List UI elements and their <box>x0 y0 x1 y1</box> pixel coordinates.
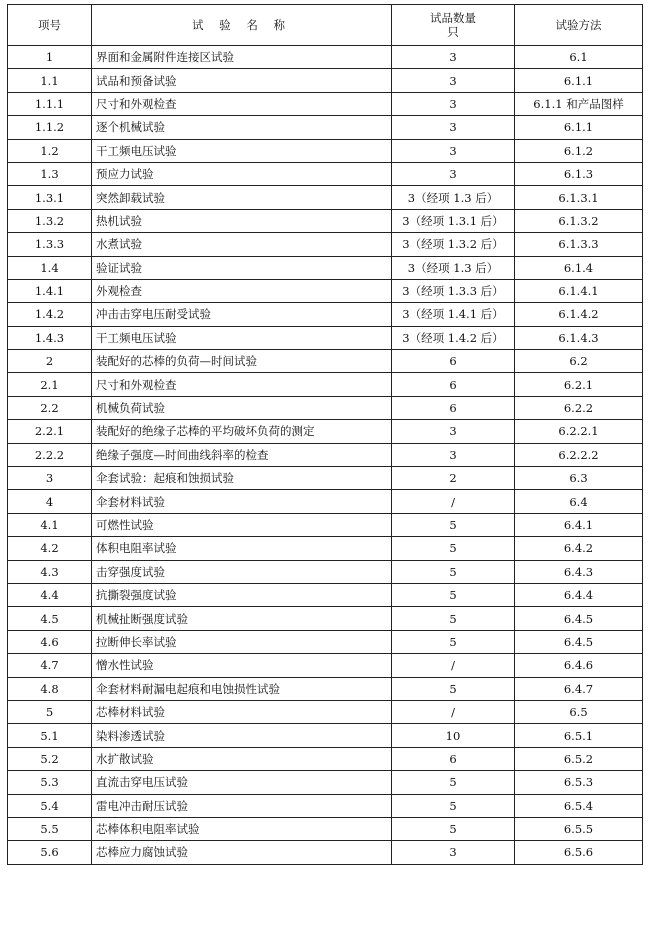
cell-item-number: 2 <box>8 350 92 373</box>
cell-sample-quantity: / <box>392 490 515 513</box>
cell-item-number: 5 <box>8 700 92 723</box>
cell-test-method: 6.5.3 <box>515 771 643 794</box>
cell-test-method: 6.2.1 <box>515 373 643 396</box>
cell-test-name: 伞套材料耐漏电起痕和电蚀损性试验 <box>92 677 392 700</box>
cell-sample-quantity: 3（经项 1.4.1 后） <box>392 303 515 326</box>
cell-test-method: 6.5.4 <box>515 794 643 817</box>
cell-test-name: 抗撕裂强度试验 <box>92 583 392 606</box>
cell-item-number: 1.4.3 <box>8 326 92 349</box>
cell-sample-quantity: 2 <box>392 467 515 490</box>
cell-test-method: 6.1.4.1 <box>515 279 643 302</box>
cell-sample-quantity: 3 <box>392 162 515 185</box>
cell-test-name: 可燃性试验 <box>92 513 392 536</box>
cell-test-name: 体积电阻率试验 <box>92 537 392 560</box>
table-row <box>8 841 643 864</box>
cell-test-method: 6.4.5 <box>515 630 643 653</box>
table-row <box>8 490 643 513</box>
cell-test-method: 6.4.1 <box>515 513 643 536</box>
cell-test-name: 水扩散试验 <box>92 747 392 770</box>
cell-test-name: 尺寸和外观检查 <box>92 373 392 396</box>
table-row <box>8 654 643 677</box>
cell-sample-quantity: 3（经项 1.3 后） <box>392 186 515 209</box>
cell-sample-quantity: 3（经项 1.3.1 后） <box>392 209 515 232</box>
cell-item-number: 5.5 <box>8 817 92 840</box>
cell-sample-quantity: 3（经项 1.3.3 后） <box>392 279 515 302</box>
cell-test-name: 装配好的芯棒的负荷—时间试验 <box>92 350 392 373</box>
cell-sample-quantity: 5 <box>392 630 515 653</box>
cell-test-method: 6.1.1 和产品图样 <box>515 92 643 115</box>
cell-item-number: 4.8 <box>8 677 92 700</box>
table-row <box>8 209 643 232</box>
cell-test-method: 6.1.3 <box>515 162 643 185</box>
cell-test-method: 6.1 <box>515 46 643 69</box>
cell-test-name: 芯棒体积电阻率试验 <box>92 817 392 840</box>
cell-test-name: 憎水性试验 <box>92 654 392 677</box>
cell-test-name: 冲击击穿电压耐受试验 <box>92 303 392 326</box>
cell-test-method: 6.5.5 <box>515 817 643 840</box>
cell-test-name: 绝缘子强度—时间曲线斜率的检查 <box>92 443 392 466</box>
cell-item-number: 5.2 <box>8 747 92 770</box>
cell-test-method: 6.4.7 <box>515 677 643 700</box>
cell-item-number: 1.2 <box>8 139 92 162</box>
cell-test-name: 芯棒应力腐蚀试验 <box>92 841 392 864</box>
cell-item-number: 4.2 <box>8 537 92 560</box>
cell-sample-quantity: 5 <box>392 513 515 536</box>
table-row <box>8 256 643 279</box>
cell-sample-quantity: 3（经项 1.3.2 后） <box>392 233 515 256</box>
cell-test-name: 验证试验 <box>92 256 392 279</box>
cell-item-number: 1.3.1 <box>8 186 92 209</box>
cell-test-method: 6.1.2 <box>515 139 643 162</box>
header-test-method: 试验方法 <box>515 5 643 46</box>
cell-test-name: 染料渗透试验 <box>92 724 392 747</box>
cell-sample-quantity: 5 <box>392 794 515 817</box>
table-row <box>8 373 643 396</box>
cell-item-number: 2.2 <box>8 396 92 419</box>
table-row <box>8 513 643 536</box>
table-row <box>8 677 643 700</box>
table-row <box>8 607 643 630</box>
cell-test-name: 装配好的绝缘子芯棒的平均破坏负荷的测定 <box>92 420 392 443</box>
cell-test-name: 热机试验 <box>92 209 392 232</box>
cell-test-method: 6.5.6 <box>515 841 643 864</box>
cell-item-number: 1 <box>8 46 92 69</box>
cell-test-name: 干工频电压试验 <box>92 139 392 162</box>
cell-test-method: 6.4.6 <box>515 654 643 677</box>
cell-item-number: 5.1 <box>8 724 92 747</box>
table-row <box>8 537 643 560</box>
cell-item-number: 3 <box>8 467 92 490</box>
test-items-table <box>7 4 643 865</box>
cell-test-method: 6.4.4 <box>515 583 643 606</box>
table-row <box>8 771 643 794</box>
cell-test-method: 6.2.2.2 <box>515 443 643 466</box>
cell-test-method: 6.2.2.1 <box>515 420 643 443</box>
cell-test-method: 6.1.3.1 <box>515 186 643 209</box>
table-row <box>8 396 643 419</box>
table-row <box>8 69 643 92</box>
cell-sample-quantity: 3 <box>392 46 515 69</box>
table-body <box>8 46 643 865</box>
cell-test-name: 机械扯断强度试验 <box>92 607 392 630</box>
cell-test-name: 水煮试验 <box>92 233 392 256</box>
cell-item-number: 2.2.1 <box>8 420 92 443</box>
cell-item-number: 4.7 <box>8 654 92 677</box>
cell-test-name: 尺寸和外观检查 <box>92 92 392 115</box>
table-row <box>8 467 643 490</box>
cell-item-number: 4.1 <box>8 513 92 536</box>
cell-test-method: 6.4.2 <box>515 537 643 560</box>
cell-item-number: 2.2.2 <box>8 443 92 466</box>
cell-test-method: 6.5.2 <box>515 747 643 770</box>
cell-test-name: 试品和预备试验 <box>92 69 392 92</box>
cell-test-method: 6.2.2 <box>515 396 643 419</box>
cell-item-number: 1.4.2 <box>8 303 92 326</box>
table-row <box>8 817 643 840</box>
cell-item-number: 1.4.1 <box>8 279 92 302</box>
cell-sample-quantity: 3 <box>392 92 515 115</box>
cell-test-name: 界面和金属附件连接区试验 <box>92 46 392 69</box>
cell-item-number: 5.6 <box>8 841 92 864</box>
table-row <box>8 630 643 653</box>
cell-test-method: 6.2 <box>515 350 643 373</box>
cell-sample-quantity: / <box>392 654 515 677</box>
cell-test-method: 6.4.3 <box>515 560 643 583</box>
table-row <box>8 139 643 162</box>
header-quantity-unit: 只 <box>447 25 459 39</box>
table-row <box>8 116 643 139</box>
cell-item-number: 1.1.1 <box>8 92 92 115</box>
table-row <box>8 233 643 256</box>
table-row <box>8 279 643 302</box>
cell-test-method: 6.5 <box>515 700 643 723</box>
table-row <box>8 794 643 817</box>
cell-item-number: 1.3 <box>8 162 92 185</box>
cell-test-name: 预应力试验 <box>92 162 392 185</box>
cell-test-method: 6.1.4.3 <box>515 326 643 349</box>
cell-item-number: 1.3.2 <box>8 209 92 232</box>
table-row <box>8 326 643 349</box>
cell-item-number: 4 <box>8 490 92 513</box>
cell-sample-quantity: 5 <box>392 583 515 606</box>
cell-sample-quantity: 6 <box>392 350 515 373</box>
cell-test-name: 拉断伸长率试验 <box>92 630 392 653</box>
cell-sample-quantity: 3（经项 1.3 后） <box>392 256 515 279</box>
cell-sample-quantity: 5 <box>392 560 515 583</box>
header-item-number: 项号 <box>8 5 92 46</box>
cell-test-name: 伞套试验：起痕和蚀损试验 <box>92 467 392 490</box>
table-row <box>8 186 643 209</box>
cell-test-name: 干工频电压试验 <box>92 326 392 349</box>
header-quantity-label: 试品数量 <box>430 10 476 25</box>
table-row <box>8 92 643 115</box>
cell-sample-quantity: 3 <box>392 841 515 864</box>
cell-item-number: 2.1 <box>8 373 92 396</box>
cell-item-number: 1.4 <box>8 256 92 279</box>
cell-sample-quantity: 5 <box>392 771 515 794</box>
cell-item-number: 4.6 <box>8 630 92 653</box>
table-row <box>8 583 643 606</box>
cell-test-method: 6.5.1 <box>515 724 643 747</box>
cell-item-number: 1.3.3 <box>8 233 92 256</box>
cell-test-method: 6.1.1 <box>515 116 643 139</box>
table-row <box>8 303 643 326</box>
cell-item-number: 1.1 <box>8 69 92 92</box>
cell-test-name: 芯棒材料试验 <box>92 700 392 723</box>
cell-test-method: 6.4.5 <box>515 607 643 630</box>
cell-test-method: 6.1.4.2 <box>515 303 643 326</box>
cell-test-name: 逐个机械试验 <box>92 116 392 139</box>
cell-sample-quantity: 6 <box>392 747 515 770</box>
cell-sample-quantity: 3（经项 1.4.2 后） <box>392 326 515 349</box>
cell-item-number: 5.3 <box>8 771 92 794</box>
cell-item-number: 4.3 <box>8 560 92 583</box>
cell-test-method: 6.4 <box>515 490 643 513</box>
cell-sample-quantity: / <box>392 700 515 723</box>
cell-test-method: 6.1.4 <box>515 256 643 279</box>
cell-test-method: 6.1.3.2 <box>515 209 643 232</box>
cell-sample-quantity: 5 <box>392 677 515 700</box>
cell-test-name: 机械负荷试验 <box>92 396 392 419</box>
cell-test-method: 6.1.1 <box>515 69 643 92</box>
cell-test-name: 击穿强度试验 <box>92 560 392 583</box>
cell-sample-quantity: 3 <box>392 443 515 466</box>
cell-test-name: 外观检查 <box>92 279 392 302</box>
table-row <box>8 747 643 770</box>
cell-sample-quantity: 5 <box>392 537 515 560</box>
cell-item-number: 5.4 <box>8 794 92 817</box>
table-row <box>8 443 643 466</box>
cell-test-name: 直流击穿电压试验 <box>92 771 392 794</box>
header-test-name: 试 验 名 称 <box>92 5 392 46</box>
header-sample-quantity <box>392 5 515 46</box>
table-row <box>8 700 643 723</box>
cell-sample-quantity: 3 <box>392 69 515 92</box>
cell-test-name: 伞套材料试验 <box>92 490 392 513</box>
cell-item-number: 4.4 <box>8 583 92 606</box>
cell-sample-quantity: 3 <box>392 116 515 139</box>
cell-sample-quantity: 6 <box>392 396 515 419</box>
table-row <box>8 724 643 747</box>
cell-sample-quantity: 6 <box>392 373 515 396</box>
table-row <box>8 162 643 185</box>
table-row <box>8 560 643 583</box>
cell-test-name: 突然卸载试验 <box>92 186 392 209</box>
cell-test-method: 6.1.3.3 <box>515 233 643 256</box>
cell-sample-quantity: 3 <box>392 139 515 162</box>
table-row <box>8 350 643 373</box>
cell-sample-quantity: 10 <box>392 724 515 747</box>
cell-sample-quantity: 5 <box>392 607 515 630</box>
cell-test-method: 6.3 <box>515 467 643 490</box>
table-row <box>8 420 643 443</box>
table-row <box>8 46 643 69</box>
cell-test-name: 雷电冲击耐压试验 <box>92 794 392 817</box>
cell-sample-quantity: 5 <box>392 817 515 840</box>
cell-sample-quantity: 3 <box>392 420 515 443</box>
cell-item-number: 1.1.2 <box>8 116 92 139</box>
header-row <box>8 5 643 46</box>
cell-item-number: 4.5 <box>8 607 92 630</box>
table-header <box>8 5 643 46</box>
